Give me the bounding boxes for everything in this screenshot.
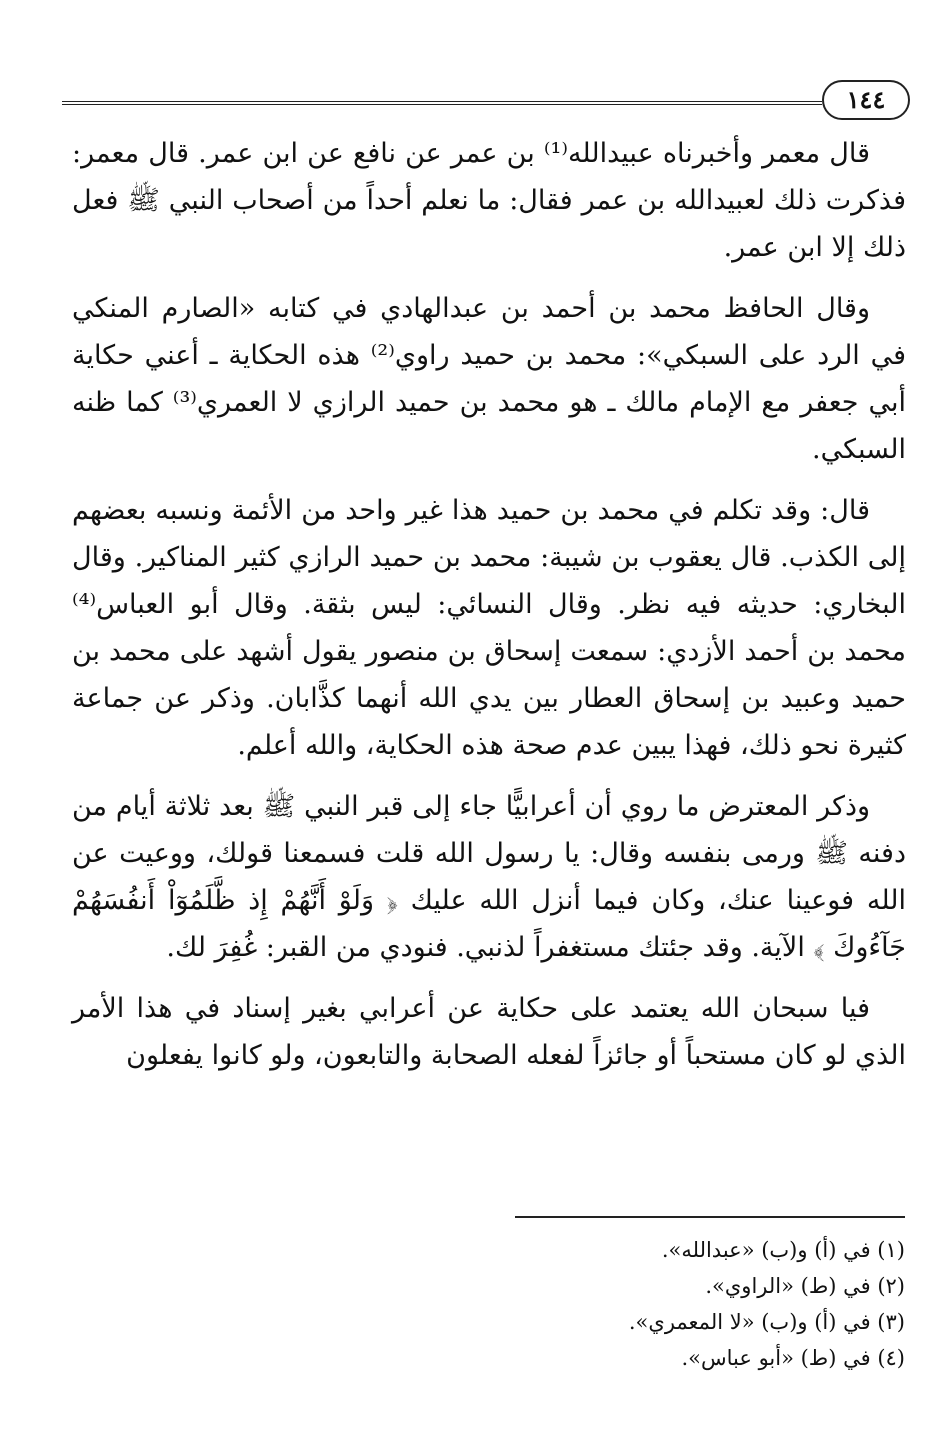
header-rule: [62, 101, 822, 105]
page-number: ١٤٤: [822, 80, 910, 120]
paragraph: قال معمر وأخبرناه عبيدالله⁽¹⁾ بن عمر عن نافع عن ابن عمر. قال معمر: فذكرت ذلك لعبيدالله بن عمر فقال: ما نعلم أحداً من أصحاب النبي ﷺ فعل ذلك إلا ابن عمر.: [72, 138, 906, 263]
footnote: (٤) في (ط) «أبو عباس».: [681, 1346, 905, 1370]
paragraph: فيا سبحان الله يعتمد على حكاية عن أعرابي بغير إسناد في هذا الأمر الذي لو كان مستحباً أو جائزاً لفعله الصحابة والتابعون، ولو كانوا يفعلون: [72, 993, 906, 1071]
paragraph: وذكر المعترض ما روي أن أعرابيًّا جاء إلى قبر النبي ﷺ بعد ثلاثة أيام من دفنه ﷺ ورمى بنفسه وقال: يا رسول الله قلت فسمعنا قولك، ووعيت عن الله فوعينا عنك، وكان فيما أنزل الله عليك ﴿ وَلَوْ أَنَّهُمْ إِذ ظَّلَمُوٓاْ أَنفُسَهُمْ جَآءُوكَ ﴾ الآية. وقد جئتك مستغفراً لذنبي. فنودي من القبر: غُفِرَ لك.: [72, 791, 906, 963]
footnote: (٣) في (أ) و(ب) «لا المعمري».: [628, 1310, 905, 1334]
footnote-separator: [515, 1216, 905, 1218]
footnotes: [305, 1232, 905, 1376]
paragraph: قال: وقد تكلم في محمد بن حميد هذا غير واحد من الأئمة ونسبه بعضهم إلى الكذب. قال يعقوب بن شيبة: محمد بن حميد الرازي كثير المناكير. وقال البخاري: حديثه فيه نظر. وقال النسائي: ليس بثقة. وقال أبو العباس⁽⁴⁾ محمد بن أحمد الأزدي: سمعت إسحاق بن منصور يقول أشهد على محمد بن حميد وعبيد بن إسحاق العطار بين يدي الله أنهما كذَّابان. وذكر عن جماعة كثيرة نحو ذلك، فهذا يبين عدم صحة هذه الحكاية، والله أعلم.: [72, 495, 906, 761]
main-text: [72, 130, 906, 1093]
footnote: (١) في (أ) و(ب) «عبدالله».: [661, 1238, 905, 1262]
paragraph: وقال الحافظ محمد بن أحمد بن عبدالهادي في كتابه «الصارم المنكي في الرد على السبكي»: محمد بن حميد راوي⁽²⁾ هذه الحكاية ـ أعني حكاية أبي جعفر مع الإمام مالك ـ هو محمد بن حميد الرازي لا العمري⁽³⁾ كما ظنه السبكي.: [72, 293, 906, 465]
page-header: [62, 80, 910, 128]
footnote: (٢) في (ط) «الراوي».: [705, 1274, 905, 1298]
